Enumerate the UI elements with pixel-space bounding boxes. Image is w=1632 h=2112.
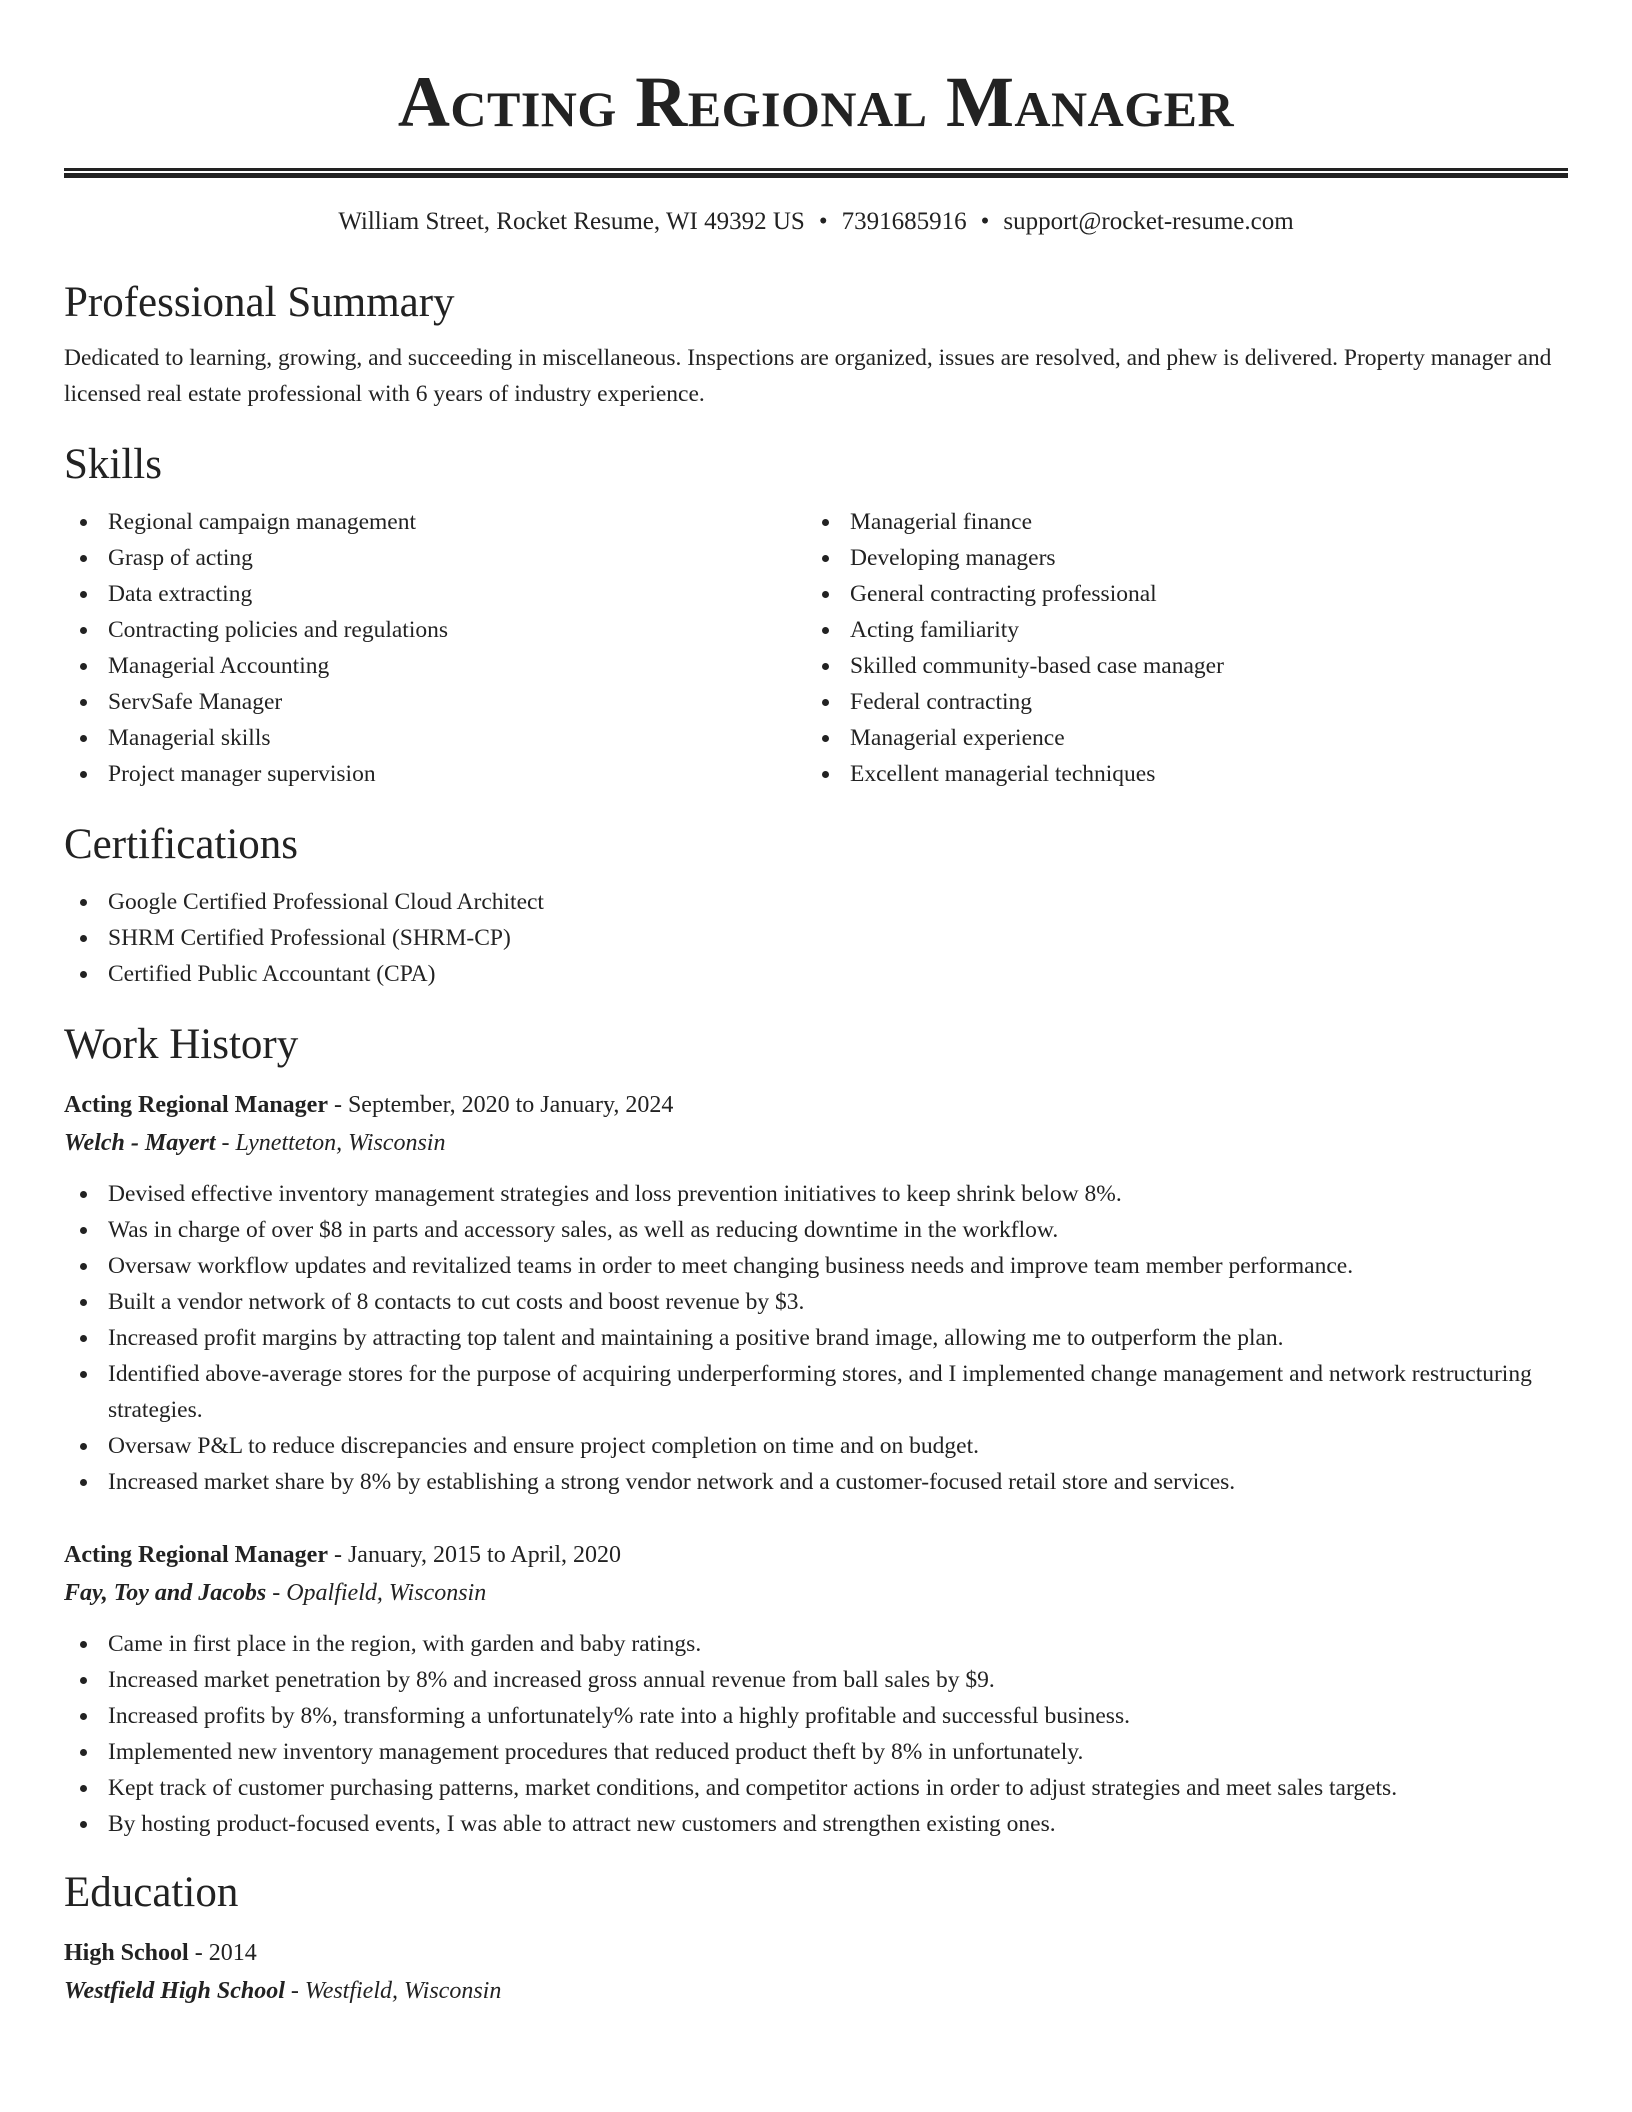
skill-item: Contracting policies and regulations [64,612,806,648]
contact-email: support@rocket-resume.com [1003,208,1294,235]
job-bullet: Increased market share by 8% by establishing a strong vendor network and a customer-focused retail store and services. [64,1464,1568,1500]
certifications-heading: Certifications [64,821,299,868]
job-bullet: Increased profit margins by attracting top talent and maintaining a positive brand image, allowing me to outperform the plan. [64,1320,1568,1356]
summary-text: Dedicated to learning, growing, and succeeding in miscellaneous. Inspections are organized, issues are resolved, and phew is delivered. Property manager and licensed real estate professional with 6 years of industry experience. [64,345,1552,407]
education-location: - Westfield, Wisconsin [284,1978,502,2004]
job-entry [64,1536,1568,1842]
certifications-list [64,884,1568,992]
job-title: Acting Regional Manager [64,1542,328,1568]
job-bullet: Kept track of customer purchasing patterns, market conditions, and competitor actions in order to adjust strategies and meet sales targets. [64,1770,1568,1806]
job-bullets [64,1176,1568,1500]
skill-item: ServSafe Manager [64,684,806,720]
skills-right-column [806,504,1548,792]
education-school: Westfield High School [64,1978,285,2004]
job-bullet: Increased profits by 8%, transforming a unfortunately% rate into a highly profitable and successful business. [64,1698,1568,1734]
job-company-line [64,1124,1568,1162]
job-title-line [64,1086,1568,1124]
skill-item: Managerial Accounting [64,648,806,684]
job-bullet: Identified above-average stores for the purpose of acquiring underperforming stores, and I implemented change management and network restructuring strategies. [64,1356,1568,1428]
education-degree-line [64,1934,1568,1972]
education-entry [64,1934,1568,2010]
resume-title: Acting Regional Manager [397,62,1235,142]
job-dates: - September, 2020 to January, 2024 [327,1092,674,1118]
job-company: Welch - Mayert [64,1130,216,1156]
job-title: Acting Regional Manager [64,1092,328,1118]
education-year: - 2014 [188,1940,257,1966]
job-dates: - January, 2015 to April, 2020 [327,1542,622,1568]
job-bullet: Was in charge of over $8 in parts and accessory sales, as well as reducing downtime in the workflow. [64,1212,1568,1248]
education-school-line [64,1972,1568,2010]
education-degree: High School [64,1940,189,1966]
job-company-line [64,1574,1568,1612]
skills-left-column [64,504,806,792]
skill-item: Acting familiarity [806,612,1548,648]
skill-item: Regional campaign management [64,504,806,540]
job-bullet: Oversaw workflow updates and revitalized teams in order to meet changing business needs and improve team member performance. [64,1248,1568,1284]
skill-item: General contracting professional [806,576,1548,612]
job-company: Fay, Toy and Jacobs [64,1580,267,1606]
certification-item: SHRM Certified Professional (SHRM-CP) [64,920,1568,956]
skills-heading: Skills [64,441,162,488]
skill-item: Managerial skills [64,720,806,756]
contact-phone: 7391685916 [841,208,967,235]
job-bullet: By hosting product-focused events, I was able to attract new customers and strengthen existing ones. [64,1806,1568,1842]
job-bullets [64,1626,1568,1842]
job-bullet: Implemented new inventory management procedures that reduced product theft by 8% in unfortunately. [64,1734,1568,1770]
skill-item: Data extracting [64,576,806,612]
skill-item: Federal contracting [806,684,1548,720]
job-entry [64,1086,1568,1500]
job-bullet: Oversaw P&L to reduce discrepancies and ensure project completion on time and on budget. [64,1428,1568,1464]
skills-grid [64,504,1568,792]
skill-item: Managerial experience [806,720,1548,756]
contact-line [64,206,1568,238]
skill-item: Project manager supervision [64,756,806,792]
title-divider [64,168,1568,178]
certification-item: Certified Public Accountant (CPA) [64,956,1568,992]
skill-item: Excellent managerial techniques [806,756,1548,792]
job-bullet: Built a vendor network of 8 contacts to cut costs and boost revenue by $3. [64,1284,1568,1320]
job-bullet: Increased market penetration by 8% and increased gross annual revenue from ball sales by $9. [64,1662,1568,1698]
summary-heading: Professional Summary [64,279,455,326]
skill-item: Grasp of acting [64,540,806,576]
skill-item: Skilled community-based case manager [806,648,1548,684]
certification-item: Google Certified Professional Cloud Architect [64,884,1568,920]
contact-separator: • [818,208,828,235]
job-title-line [64,1536,1568,1574]
education-heading: Education [64,1869,239,1916]
job-bullet: Came in first place in the region, with garden and baby ratings. [64,1626,1568,1662]
skill-item: Managerial finance [806,504,1548,540]
skill-item: Developing managers [806,540,1548,576]
work-history-heading: Work History [64,1021,299,1068]
contact-address: William Street, Rocket Resume, WI 49392 US [338,208,805,235]
job-bullet: Devised effective inventory management strategies and loss prevention initiatives to keep shrink below 8%. [64,1176,1568,1212]
contact-separator: • [980,208,990,235]
job-location: - Opalfield, Wisconsin [266,1580,487,1606]
job-location: - Lynetteton, Wisconsin [215,1130,446,1156]
